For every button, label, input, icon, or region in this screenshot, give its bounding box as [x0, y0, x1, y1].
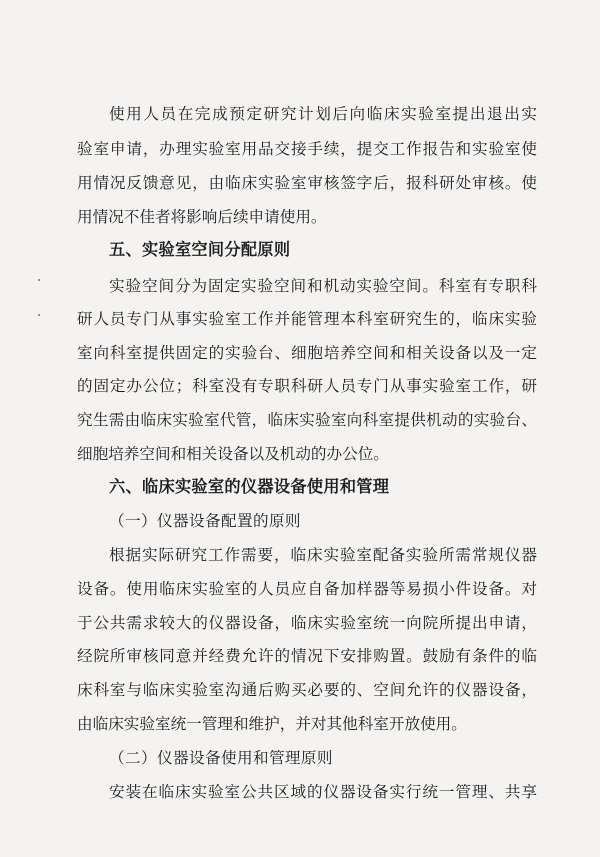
paragraph-1-line-4: 用情况不佳者将影响后续申请使用。 [77, 208, 327, 226]
subsection-heading-2: （二）仪器设备使用和管理原则 [109, 749, 333, 767]
paragraph-3-line-2: 设备。使用临床实验室的人员应自备加样器等易损小件设备。对 [77, 580, 537, 598]
subsection-heading-1: （一）仪器设备配置的原则 [109, 512, 301, 530]
paragraph-1-line-1: 使用人员在完成预定研究计划后向临床实验室提出退出实 [109, 105, 537, 123]
paragraph-2-line-3: 室向科室提供固定的实验台、细胞培养空间和相关设备以及一定 [77, 344, 537, 362]
section-heading-5: 五、实验室空间分配原则 [109, 240, 291, 259]
scan-speck [38, 279, 40, 281]
paragraph-2-line-2: 研人员专门从事实验室工作并能管理本科室研究生的，临床实验 [77, 310, 537, 328]
paragraph-2-line-6: 细胞培养空间和相关设备以及机动的办公位。 [77, 445, 389, 463]
paragraph-4-line-1: 安装在临床实验室公共区域的仪器设备实行统一管理、共享 [109, 783, 537, 801]
paragraph-3-line-1: 根据实际研究工作需要，临床实验室配备实验所需常规仪器 [109, 546, 537, 564]
paragraph-1-line-3: 用情况反馈意见，由临床实验室审核签字后，报科研处审核。使 [77, 174, 537, 192]
paragraph-3-line-5: 床科室与临床实验室沟通后购买必要的、空间允许的仪器设备， [77, 681, 537, 699]
paragraph-2-line-5: 究生需由临床实验室代管，临床实验室向科室提供机动的实验台、 [77, 411, 537, 429]
paragraph-2-line-4: 的固定办公位；科室没有专职科研人员专门从事实验室工作，研 [77, 377, 537, 395]
paragraph-3-line-3: 于公共需求较大的仪器设备，临床实验室统一向院所提出申请， [77, 614, 537, 632]
scan-speck [38, 314, 40, 316]
section-heading-6: 六、临床实验室的仪器设备使用和管理 [109, 477, 390, 496]
paragraph-3-line-6: 由临床实验室统一管理和维护，并对其他科室开放使用。 [77, 715, 467, 733]
paragraph-2-line-1: 实验空间分为固定实验空间和机动实验空间。科室有专职科 [109, 277, 537, 295]
paragraph-1-line-2: 验室申请，办理实验室用品交接手续，提交工作报告和实验室使 [77, 140, 537, 158]
paragraph-3-line-4: 经院所审核同意并经费允许的情况下安排购置。鼓励有条件的临 [77, 647, 537, 665]
